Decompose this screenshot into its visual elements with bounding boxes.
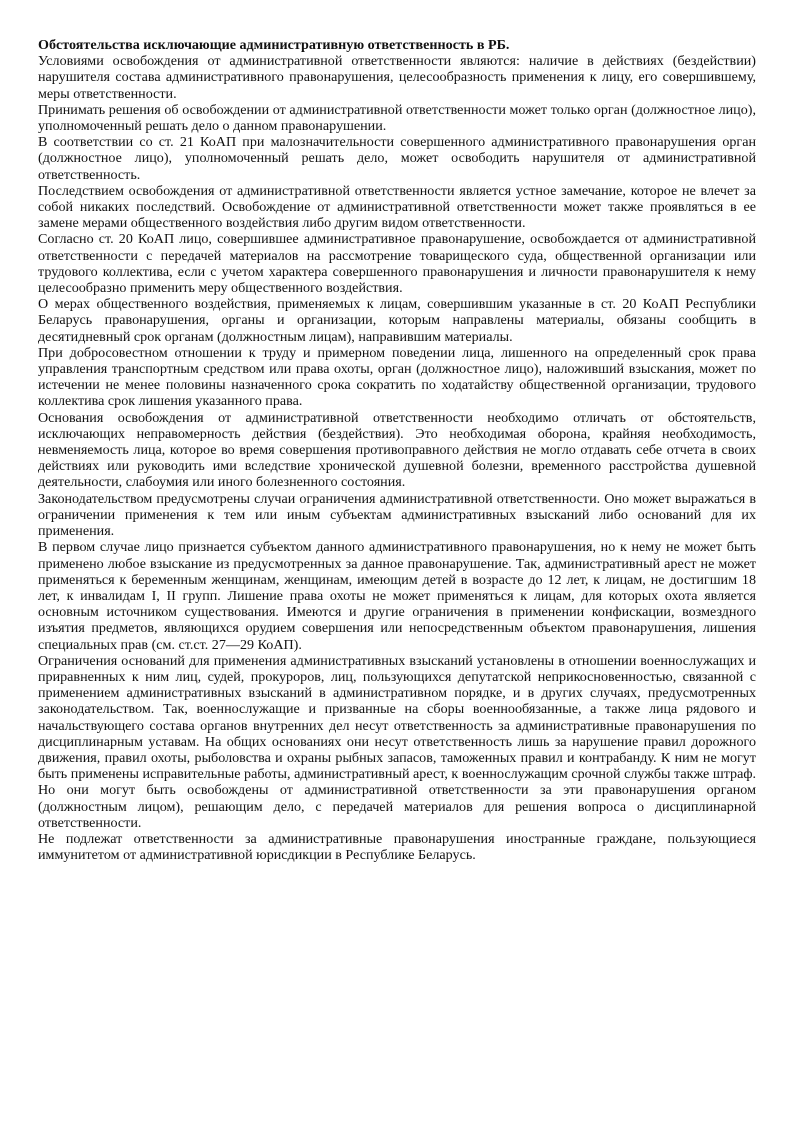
paragraph: О мерах общественного воздействия, применяемых к лицам, совершившим указанные в ст. 20 КоАП Республики Беларусь правонарушения, органы и организации, которым направлены материалы, обязаны сообщить в десятидневный срок органам (должностным лицам), направившим материалы. (38, 296, 756, 345)
paragraph: Ограничения оснований для применения административных взысканий установлены в отношении военнослужащих и приравненных к ним лиц, судей, прокуроров, лиц, пользующихся депутатской неприкосновенностью, связанной с применением административных взысканий в административном порядке, и в других случаях, предусмотренных законодательством. Так, военнослужащие и призванные на сборы военнообязанные, а также лица рядового и начальствующего состава органов внутренних дел несут ответственность за административные правонарушения по дисциплинарным уставам. На общих основаниях они несут ответственность лишь за нарушение правил дорожного движения, правил охоты, рыболовства и охраны рыбных запасов, таможенных правил и контрабанду. К ним не могут быть применены исправительные работы, административный арест, к военнослужащим срочной службы также штраф. Но они могут быть освобождены от административной ответственности за эти правонарушения органом (должностным лицом), решающим дело, с передачей материалов для решения вопроса о дисциплинарной ответственности. (38, 652, 756, 831)
paragraph: Принимать решения об освобождении от административной ответственности может только орган (должностное лицо), уполномоченный решать дело о данном правонарушении. (38, 101, 756, 135)
document-title: Обстоятельства исключающие административную ответственность в РБ. (38, 37, 510, 53)
paragraph: В соответствии со ст. 21 КоАП при малозначительности совершенного административного правонарушения орган (должностное лицо), уполномоченный решать дело, может освободить нарушителя от административной ответственность. (38, 134, 756, 183)
paragraph: Законодательством предусмотрены случаи ограничения административной ответственности. Оно может выражаться в ограничении применения к тем или иным субъектам административных взысканий либо оснований для их применения. (38, 490, 756, 540)
paragraph: Условиями освобождения от административной ответственности являются: наличие в действиях (бездействии) нарушителя состава административного правонарушения, целесообразность применения к лицу, его совершившему, меры ответственности. (38, 53, 756, 102)
paragraph: Согласно ст. 20 КоАП лицо, совершившее административное правонарушение, освобождается от административной ответственности с передачей материалов на рассмотрение товарищеского суда, общественной организации или трудового коллектива, если с учетом характера совершенного правонарушения и личности правонарушителя к нему целесообразно применить меру общественного воздействия. (38, 231, 756, 297)
paragraph: Основания освобождения от административной ответственности необходимо отличать от обстоятельств, исключающих неправомерность действия (бездействия). Это необходимая оборона, крайняя необходимость, невменяемость лица, которое во время совершения противоправного действия не могло отдавать себе отчета в своих действиях или руководить ими вследствие хронической душевной болезни, временного расстройства душевной деятельности, слабоумия или иного болезненного состояния. (38, 409, 756, 491)
paragraph: Не подлежат ответственности за административные правонарушения иностранные граждане, пользующиеся иммунитетом от административной юрисдикции в Республике Беларусь. (38, 830, 756, 864)
paragraph: Последствием освобождения от административной ответственности является устное замечание, которое не влечет за собой никаких последствий. Освобождение от административной ответственности может также проявляться в ее замене мерами общественного воздействия либо другим видом ответственности. (38, 182, 756, 232)
paragraph: При добросовестном отношении к труду и примерном поведении лица, лишенного на определенный срок права управления транспортным средством или права охоты, орган (должностное лицо), наложивший взыскания, может по истечении не менее половины назначенного срока сократить по ходатайству общественной организации, трудового коллектива срок лишения указанного права. (38, 344, 756, 410)
document-page (38, 37, 756, 863)
paragraph: В первом случае лицо признается субъектом данного административного правонарушения, но к нему не может быть применено любое взыскание из предусмотренных за данное правонарушение. Так, административный арест не может применяться к беременным женщинам, женщинам, имеющим детей в возрасте до 12 лет, к лицам, не достигшим 18 лет, к инвалидам I, II групп. Лишение права охоты не может применяться к лицам, для которых охота является основным источником существования. Имеются и другие ограничения в применении конфискации, возмездного изъятия предметов, являющихся орудием совершения или непосредственным объектом правонарушения, лишения специальных прав (см. ст.ст. 27—29 КоАП). (38, 539, 756, 653)
